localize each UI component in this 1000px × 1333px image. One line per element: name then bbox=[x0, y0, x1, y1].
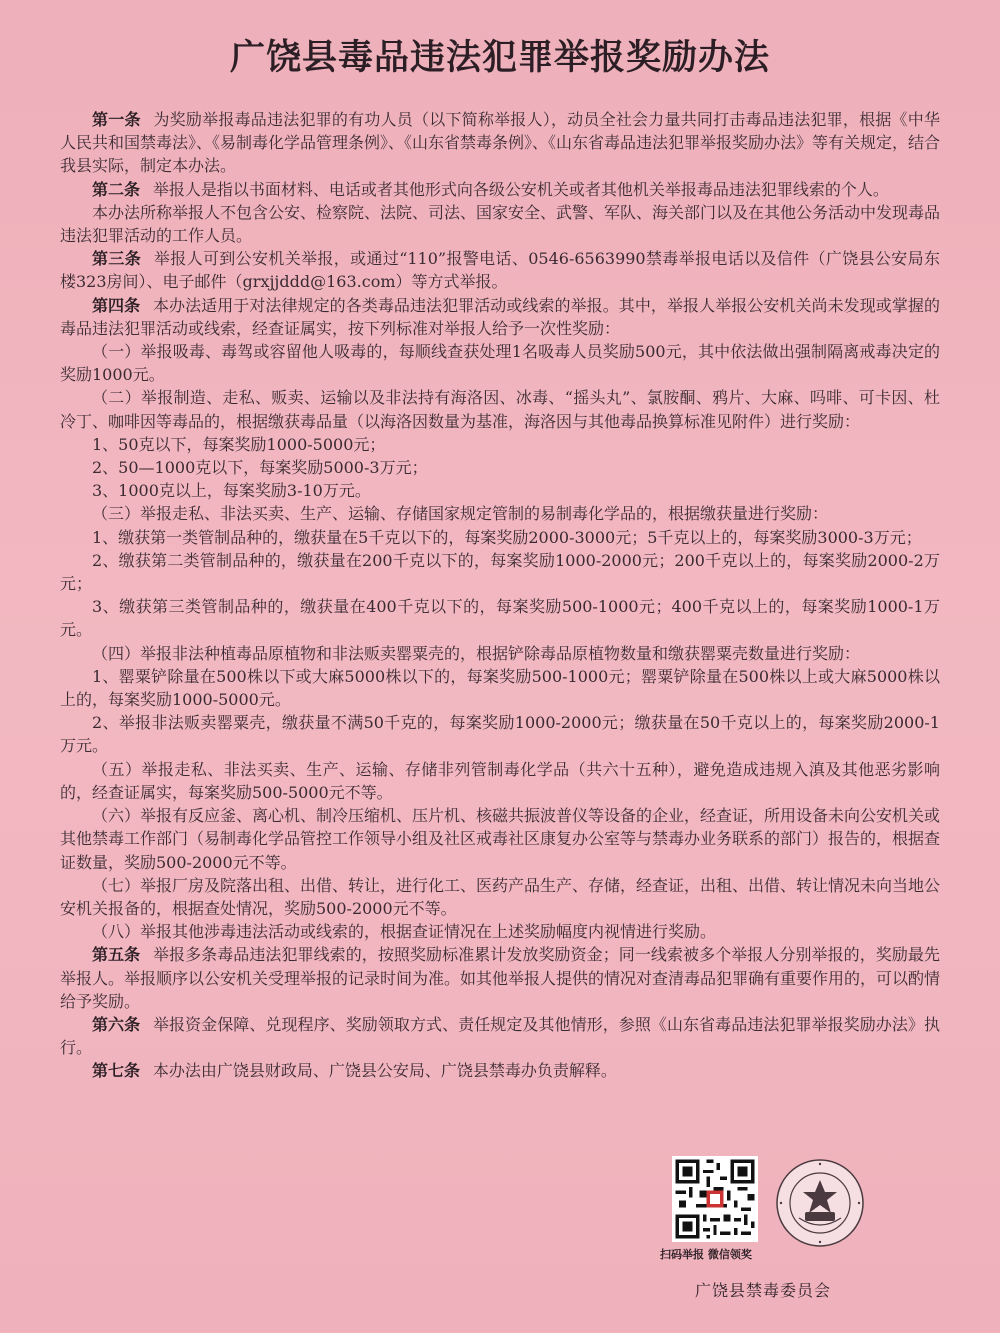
article-label: 第三条 bbox=[92, 249, 142, 269]
article-paragraph bbox=[60, 943, 940, 1013]
article-text: （八）举报其他涉毒违法活动或线索的，根据查证情况在上述奖励幅度内视情进行奖励。 bbox=[92, 922, 717, 942]
article-label: 第四条 bbox=[92, 295, 141, 315]
article-text: （二）举报制造、走私、贩卖、运输以及非法持有海洛因、冰毒、“摇头丸”、氯胺酮、鸦片、大麻、吗啡、可卡因、杜冷丁、咖啡因等毒品的，根据缴获毒品量（以海洛因数量为基准，海洛因与其他毒品换算标准见附件）进行奖励： bbox=[60, 388, 940, 431]
article-paragraph bbox=[60, 433, 940, 456]
article-paragraph bbox=[60, 502, 940, 525]
article-paragraph bbox=[60, 920, 940, 943]
document-body bbox=[60, 108, 940, 1083]
article-paragraph bbox=[60, 178, 940, 201]
article-paragraph bbox=[60, 1059, 940, 1082]
article-text: 1、50克以下，每案奖励1000-5000元； bbox=[92, 434, 386, 454]
article-text: 举报资金保障、兑现程序、奖励领取方式、责任规定及其他情形，参照《山东省毒品违法犯罪举报奖励办法》执行。 bbox=[60, 1014, 940, 1058]
document-title: 广饶县毒品违法犯罪举报奖励办法 bbox=[229, 37, 770, 78]
article-text: 1、缴获第一类管制品种的，缴获量在5千克以下的，每案奖励2000-3000元；5千克以上的，每案奖励3000-3万元； bbox=[92, 527, 922, 547]
article-text: 3、缴获第三类管制品种的，缴获量在400千克以下的，每案奖励500-1000元；400千克以上的，每案奖励1000-1万元。 bbox=[60, 597, 940, 640]
article-text: 2、举报非法贩卖罂粟壳，缴获量不满50千克的，每案奖励1000-2000元；缴获量在50千克以上的，每案奖励2000-1万元。 bbox=[60, 713, 940, 756]
article-label: 第五条 bbox=[92, 945, 141, 965]
article-paragraph bbox=[60, 456, 940, 479]
article-text: 2、50—1000克以下，每案奖励5000-3万元； bbox=[92, 458, 428, 478]
qr-caption: 扫码举报 微信领奖 bbox=[660, 1248, 752, 1261]
article-text: （五）举报走私、非法买卖、生产、运输、存储非列管制毒化学品（共六十五种），避免造成违规入滇及其他恶劣影响的，经查证属实，每案奖励500-5000元不等。 bbox=[60, 759, 940, 802]
article-text: （三）举报走私、非法买卖、生产、运输、存储国家规定管制的易制毒化学品的，根据缴获量进行奖励： bbox=[92, 504, 829, 524]
issuing-organization: 广饶县禁毒委员会 bbox=[695, 1281, 832, 1300]
article-paragraph bbox=[60, 642, 940, 665]
article-text: 举报人可到公安机关举报，或通过“110”报警电话、0546-6563990禁毒举报电话以及信件（广饶县公安局东楼323房间）、电子邮件（grxjjddd@163.com）等方式举报。 bbox=[60, 249, 940, 292]
article-paragraph bbox=[60, 526, 940, 549]
article-paragraph bbox=[60, 595, 940, 641]
article-paragraph bbox=[60, 758, 940, 804]
article-text: 为奖励举报毒品违法犯罪的有功人员（以下简称举报人），动员全社会力量共同打击毒品违法犯罪，根据《中华人民共和国禁毒法》、《易制毒化学品管理条例》、《山东省禁毒条例》、《山东省毒品违法犯罪举报奖励办法》等有关规定，结合我县实际，制定本办法。 bbox=[60, 110, 941, 176]
article-text: 本办法所称举报人不包含公安、检察院、法院、司法、国家安全、武警、军队、海关部门以及在其他公务活动中发现毒品违法犯罪活动的工作人员。 bbox=[60, 202, 941, 246]
article-text: （四）举报非法种植毒品原植物和非法贩卖罂粟壳的，根据铲除毒品原植物数量和缴获罂粟壳数量进行奖励： bbox=[92, 643, 861, 663]
article-paragraph bbox=[60, 479, 940, 502]
article-paragraph bbox=[60, 665, 940, 711]
article-text: （七）举报厂房及院落出租、出借、转让，进行化工、医药产品生产、存储，经查证，出租、出借、转让情况未向当地公安机关报备的，根据查处情况，奖励500-2000元不等。 bbox=[60, 875, 941, 918]
article-label: 第二条 bbox=[92, 179, 141, 199]
article-text: 2、缴获第二类管制品种的，缴获量在200千克以下的，每案奖励1000-2000元；200千克以上的，每案奖励2000-2万元； bbox=[60, 550, 940, 594]
article-paragraph bbox=[60, 294, 940, 340]
article-paragraph bbox=[60, 386, 940, 432]
article-text: 举报多条毒品违法犯罪线索的，按照奖励标准累计发放奖励资金；同一线索被多个举报人分别举报的，奖励最先举报人。举报顺序以公安机关受理举报的记录时间为准。如其他举报人提供的情况对查清毒品犯罪确有重要作用的，可以酌情给予奖励。 bbox=[60, 945, 941, 1011]
article-paragraph bbox=[60, 108, 940, 178]
article-label: 第七条 bbox=[92, 1061, 141, 1081]
article-text: （一）举报吸毒、毒驾或容留他人吸毒的，每顺线查获处理1名吸毒人员奖励500元，其中依法做出强制隔离戒毒决定的奖励1000元。 bbox=[60, 342, 940, 385]
article-text: 1、罂粟铲除量在500株以下或大麻5000株以下的，每案奖励500-1000元；罂粟铲除量在500株以上或大麻5000株以上的，每案奖励1000-5000元。 bbox=[60, 666, 940, 710]
qr-code-icon[interactable] bbox=[672, 1156, 758, 1242]
article-paragraph bbox=[60, 201, 940, 247]
article-label: 第一条 bbox=[92, 110, 141, 129]
article-paragraph bbox=[60, 711, 940, 757]
article-text: （六）举报有反应釜、离心机、制冷压缩机、压片机、核磁共振波普仪等设备的企业，经查证，所用设备未向公安机关或其他禁毒工作部门（易制毒化学品管控工作领导小组及社区戒毒社区康复办公室等与禁毒办业务联系的部门）报告的，根据查证数量，奖励500-2000元不等。 bbox=[60, 806, 941, 872]
article-text: 3、1000克以上，每案奖励3-10万元。 bbox=[92, 481, 371, 501]
article-paragraph bbox=[60, 874, 940, 920]
article-text: 本办法适用于对法律规定的各类毒品违法犯罪活动或线索的举报。其中，举报人举报公安机关尚未发现或掌握的毒品违法犯罪活动或线索，经查证属实，按下列标准对举报人给予一次性奖励： bbox=[60, 295, 940, 338]
article-paragraph bbox=[60, 804, 940, 874]
article-text: 本办法由广饶县财政局、广饶县公安局、广饶县禁毒办负责解释。 bbox=[152, 1061, 617, 1081]
article-label: 第六条 bbox=[92, 1014, 141, 1034]
article-paragraph bbox=[60, 1013, 940, 1059]
article-paragraph bbox=[60, 340, 940, 386]
article-text: 举报人是指以书面材料、电话或者其他形式向各级公安机关或者其他机关举报毒品违法犯罪线索的个人。 bbox=[152, 179, 889, 199]
footer bbox=[660, 1150, 960, 1310]
article-paragraph bbox=[60, 549, 940, 595]
anti-drug-committee-seal-icon bbox=[775, 1158, 865, 1248]
article-paragraph bbox=[60, 247, 940, 293]
